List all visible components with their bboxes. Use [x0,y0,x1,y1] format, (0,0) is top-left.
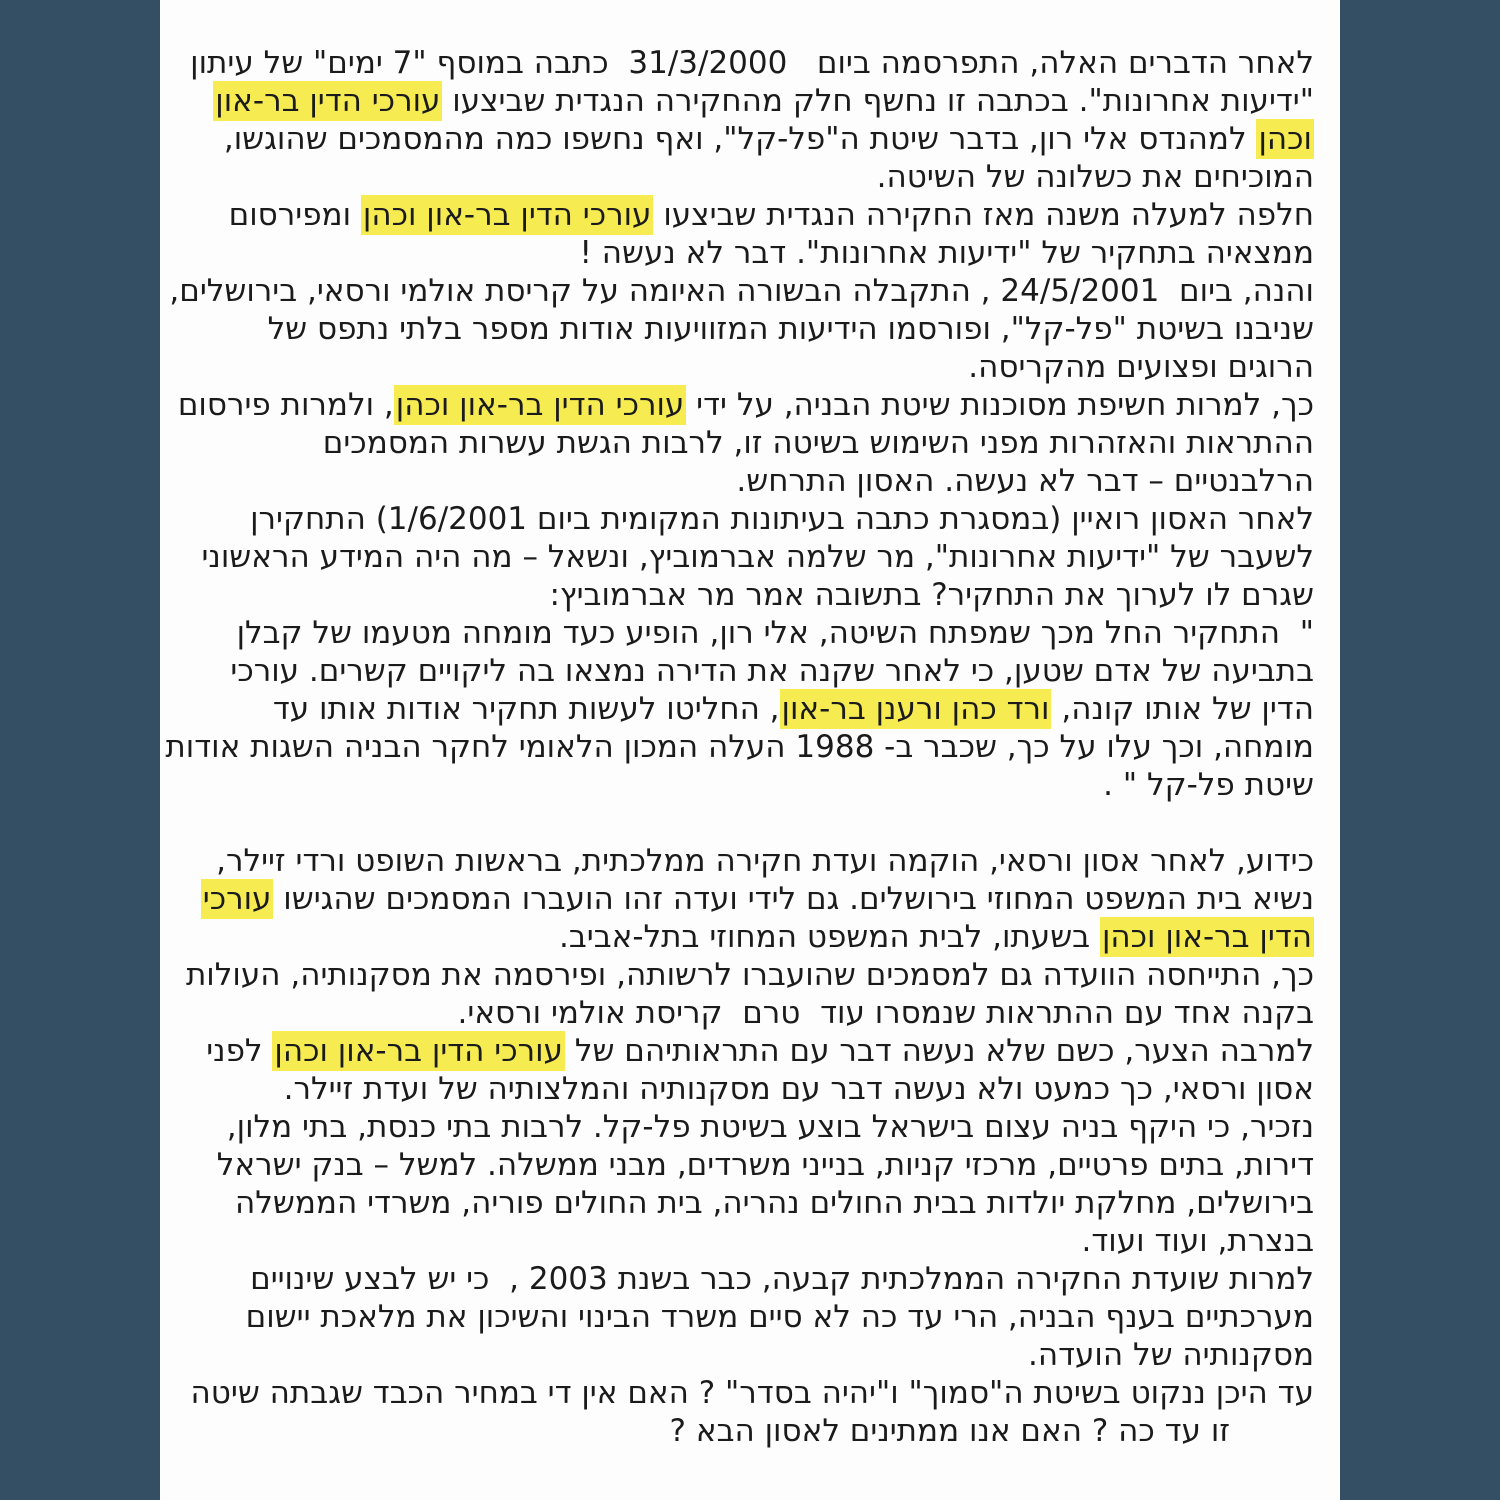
text-line [200,1146,1314,1184]
text-segment: , ולמרות פירסום [177,387,394,423]
text-line [200,82,1314,120]
blank-line [200,804,1314,842]
text-line [200,652,1314,690]
text-line [200,538,1314,576]
text-segment: חלפה למעלה משנה מאז החקירה הנגדית שביצעו [653,197,1314,233]
text-line [177,386,1314,424]
text-line [200,1260,1314,1298]
text-line [169,272,1314,310]
text-segment: דירות, בתים פרטיים, מרכזי קניות, בנייני משרדים, מבני ממשלה. למשל – בנק ישראל [216,1147,1314,1183]
text-line [200,766,1314,804]
text-line [200,1070,1314,1108]
text-segment: המוכיחים את כשלונה של השיטה. [876,159,1314,195]
highlighted-text: עורכי הדין בר-און וכהן [395,387,685,423]
text-segment: אסון ורסאי, כך כמעט ולא נעשה דבר עם מסקנותיה והמלצותיה של ועדת זיילר. [283,1071,1314,1107]
text-line [200,842,1314,880]
text-line [200,1222,1314,1260]
text-segment: שגרם לו לערוך את התחקיר? בתשובה אמר מר אברמוביץ: [549,577,1314,613]
text-segment: ממצאיה בתחקיר של "ידיעות אחרונות". דבר לא נעשה ! [579,235,1314,271]
highlighted-text: הדין בר-און וכהן [1101,919,1312,955]
text-segment: בירושלים, מחלקת יולדות בבית החולים נהריה, בית החולים פוריה, משרדי הממשלה [235,1185,1314,1221]
highlighted-text: ורד כהן ורענן בר-און [781,691,1050,727]
text-segment: זו עד כה ? האם אנו ממתינים לאסון הבא ? [669,1413,1230,1449]
text-line [200,576,1314,614]
text-segment: עד היכן ננקוט בשיטת ה"סמוך" ו"יהיה בסדר" ? האם אין די במחיר הכבד שגבתה שיטה [190,1375,1314,1411]
text-segment: למהנדס אלי רון, בדבר שיטת ה"פל-קל", ואף נחשפו כמה מהמסמכים שהוגשו, [223,121,1257,157]
text-segment: "ידיעות אחרונות". בכתבה זו נחשף חלק מהחקירה הנגדית שביצעו [442,83,1314,119]
text-line [200,1412,1314,1450]
text-line [200,880,1314,918]
text-line [165,728,1314,766]
document-text [160,0,1340,1450]
text-segment: שניבנו בשיטת "פל-קל", ופורסמו הידיעות המזוויעות אודות מספר בלתי נתפס של [267,311,1314,347]
highlighted-text: עורכי [202,881,272,917]
text-line [200,196,1314,234]
highlighted-text: וכהן [1258,121,1312,157]
text-line [200,158,1314,196]
highlighted-text: עורכי הדין בר-און [215,83,441,119]
highlighted-text: עורכי הדין בר-און וכהן [362,197,652,233]
text-segment: והנה, ביום 24/5/2001 , התקבלה הבשורה האיומה על קריסת אולמי ורסאי, בירושלים, [169,273,1314,309]
text-segment: לאחר הדברים האלה, התפרסמה ביום 31/3/2000 כתבה במוסף "7 ימים" של עיתון [190,45,1314,81]
text-line [200,1108,1314,1146]
text-segment: מומחה, וכך עלו על כך, שכבר ב- 1988 העלה המכון הלאומי לחקר הבניה השגות אודות [165,729,1314,765]
text-line [185,956,1314,994]
text-line [200,1298,1314,1336]
text-segment: ההתראות והאזהרות מפני השימוש בשיטה זו, לרבות הגשת עשרות המסמכים [322,425,1314,461]
text-line [200,234,1314,272]
text-segment: הדין של אותו קונה, [1051,691,1314,727]
text-line [190,44,1314,82]
text-line [200,1032,1314,1070]
text-segment: בקנה אחד עם ההתראות שנמסרו עוד טרם קריסת אולמי ורסאי. [457,995,1314,1031]
text-segment: כידוע, לאחר אסון ורסאי, הוקמה ועדת חקירה ממלכתית, בראשות השופט ורדי זיילר, [216,843,1314,879]
text-segment: למרות שועדת החקירה הממלכתית קבעה, כבר בשנת 2003 , כי יש לבצע שינויים [250,1261,1314,1297]
text-line [200,1184,1314,1222]
text-segment: לאחר האסון רואיין (במסגרת כתבה בעיתונות המקומית ביום 1/6/2001) התחקירן [250,501,1314,537]
text-line [200,424,1314,462]
text-segment: נזכיר, כי היקף בניה עצום בישראל בוצע בשיטת פל-קל. לרבות בתי כנסת, בתי מלון, [226,1109,1314,1145]
text-segment: הרוגים ופצועים מהקריסה. [968,349,1314,385]
text-segment: לשעבר של "ידיעות אחרונות", מר שלמה אברמוביץ, ונשאל – מה היה המידע הראשוני [201,539,1314,575]
text-line [200,348,1314,386]
text-line [200,310,1314,348]
text-segment: הרלבנטיים – דבר לא נעשה. האסון התרחש. [736,463,1314,499]
text-line [200,918,1314,956]
text-segment: בשעתו, לבית המשפט המחוזי בתל-אביב. [559,919,1100,955]
text-segment: , החליטו לעשות תחקיר אודות אותו עד [272,691,780,727]
document-page [160,0,1340,1500]
text-line [200,120,1314,158]
highlighted-text: עורכי הדין בר-און וכהן [274,1033,563,1069]
text-segment: כך, למרות חשיפת מסוכנות שיטת הבניה, על ידי [686,387,1314,423]
text-line [190,1374,1314,1412]
text-line [200,462,1314,500]
text-line [200,500,1314,538]
text-segment: בנצרת, ועוד ועוד. [1081,1223,1314,1259]
text-segment: מערכתיים בענף הבניה, הרי עד כה לא סיים משרד הבינוי והשיכון את מלאכת יישום [245,1299,1314,1335]
text-line [200,994,1314,1032]
text-line [200,614,1314,652]
text-segment: למרבה הצער, כשם שלא נעשה דבר עם התראותיהם של [564,1033,1314,1069]
text-segment: נשיא בית המשפט המחוזי בירושלים. גם לידי ועדה זהו הועברו המסמכים שהגישו [273,881,1314,917]
text-line [200,1336,1314,1374]
text-segment: " התחקיר החל מכך שמפתח השיטה, אלי רון, הופיע כעד מומחה מטעמו של קבלן [236,615,1314,651]
text-line [200,690,1314,728]
text-segment: בתביעה של אדם שטען, כי לאחר שקנה את הדירה נמצאו בה ליקויים קשרים. עורכי [230,653,1314,689]
text-segment: ומפירסום [228,197,361,233]
text-segment: שיטת פל-קל " . [1103,767,1314,803]
text-segment: לפני [206,1033,273,1069]
text-segment: כך, התייחסה הוועדה גם למסמכים שהועברו לרשותה, ופירסמה את מסקנותיה, העולות [185,957,1314,993]
text-segment: מסקנותיה של הועדה. [1027,1337,1314,1373]
